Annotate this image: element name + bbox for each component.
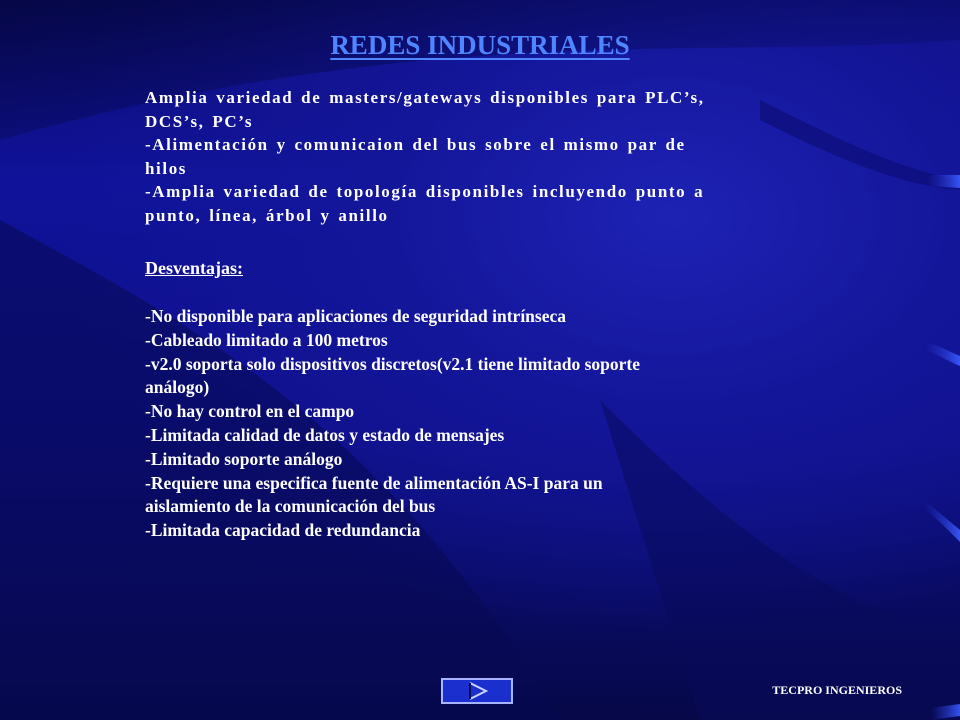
list-item: -Requiere una especifica fuente de alimentación AS-I para un (145, 472, 603, 493)
list-item: punto, línea, árbol y anillo (145, 205, 389, 225)
list-item: aislamiento de la comunicación del bus (145, 496, 436, 517)
list-item: -Limitada calidad de datos y estado de mensajes (145, 424, 505, 445)
list-item: -Alimentación y comunicaion del bus sobre el mismo par de (145, 135, 686, 154)
triangle-right-icon (443, 680, 511, 702)
list-item: análogo) (145, 377, 210, 398)
list-item: -Amplia variedad de topología disponibles incluyendo punto a (145, 182, 705, 201)
list-item: DCS’s, PC’s (145, 111, 254, 131)
list-item: Amplia variedad de masters/gateways disponibles para PLC’s, (145, 88, 705, 107)
list-item: -v2.0 soporta solo dispositivos discretos(v2.1 tiene limitado soporte (145, 353, 641, 374)
disadvantages-list (145, 305, 640, 543)
slide-title: REDES INDUSTRIALES (330, 30, 630, 60)
list-item: -Cableado limitado a 100 metros (145, 329, 388, 350)
list-item: -Limitado soporte análogo (145, 448, 343, 469)
list-item: -Limitada capacidad de redundancia (145, 520, 421, 541)
list-item: hilos (145, 158, 188, 178)
advantages-list (145, 86, 705, 227)
next-slide-button[interactable] (441, 678, 513, 704)
list-item: -No disponible para aplicaciones de seguridad intrínseca (145, 306, 567, 326)
list-item: -No hay control en el campo (145, 401, 355, 422)
company-footer: TECPRO INGENIEROS (772, 683, 902, 697)
disadvantages-heading: Desventajas: (145, 258, 243, 278)
